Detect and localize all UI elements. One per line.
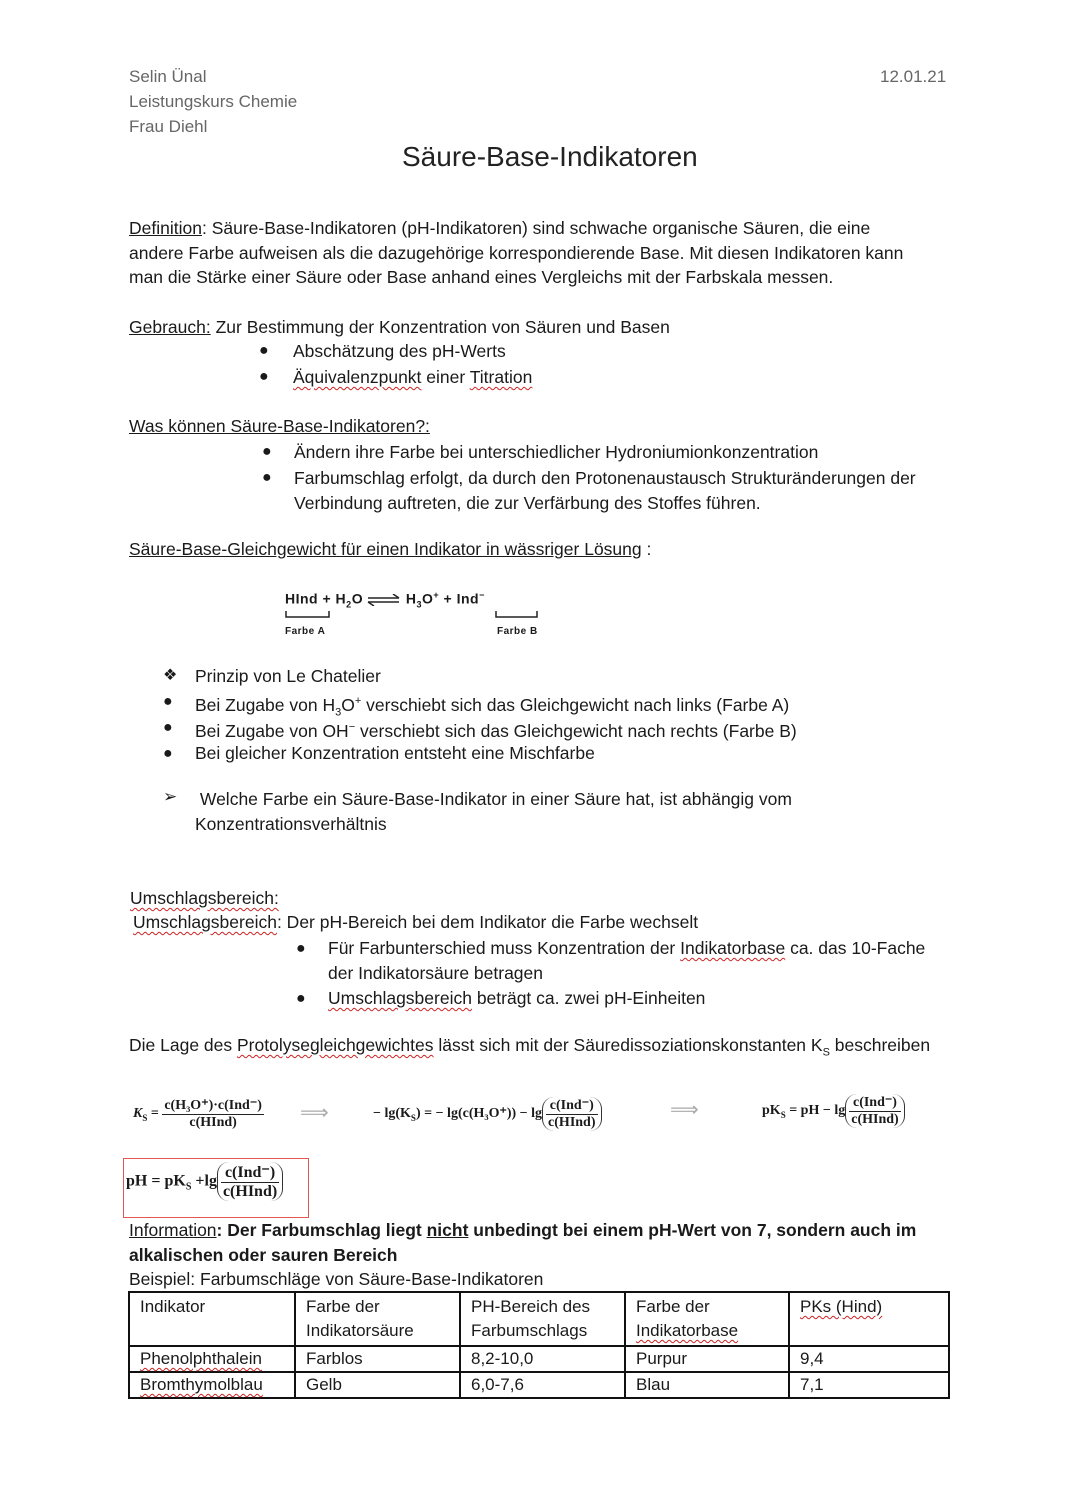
gebrauch-text: Zur Bestimmung der Konzentration von Säuren und Basen — [210, 317, 670, 337]
umschlag-item-1 — [328, 936, 925, 985]
pks-denominator: c(HInd) — [851, 1112, 899, 1127]
definition-line-1: : Säure-Base-Indikatoren (pH-Indikatoren) sind schwache organische Säuren, die eine — [201, 218, 871, 238]
eq-h3-sub: 3 — [416, 599, 422, 610]
bullet-icon: ● — [296, 990, 306, 1007]
eq-o: O — [351, 590, 364, 607]
pks-mid: = pH − lg — [785, 1103, 846, 1119]
umschlag-item-2 — [328, 986, 705, 1011]
farbe-brackets — [285, 609, 545, 621]
umschlag-text: : Der pH-Bereich bei dem Indikator die Farbe wechselt — [276, 912, 699, 932]
box-denominator: c(HInd) — [222, 1183, 278, 1200]
chatelier-item-3: Bei gleicher Konzentration entsteht eine Mischfarbe — [195, 743, 595, 763]
chatelier-heading: Prinzip von Le Chatelier — [195, 666, 381, 686]
row-2-indikator-text: Bromthymolblau — [140, 1375, 263, 1394]
box-fraction — [221, 1162, 279, 1201]
beispiel-line: Beispiel: Farbumschläge von Säure-Base-Indikatoren — [129, 1269, 544, 1289]
bullet-icon: ● — [163, 719, 173, 736]
box-pre: pH = pK — [126, 1172, 186, 1190]
header-farbe-saeure — [295, 1292, 460, 1346]
information-b3: alkalischen oder sauren Bereich — [129, 1244, 398, 1265]
header-farbe-base — [625, 1292, 789, 1346]
indicator-table — [128, 1291, 950, 1399]
diamond-bullet-icon: ❖ — [163, 667, 178, 684]
koennen-item-2-line-1: Farbumschlag erfolgt, da durch den Protonenaustausch Strukturänderungen der — [294, 468, 916, 488]
header-farbe-saeure-1: Farbe der — [306, 1297, 380, 1316]
bullet-icon: ● — [262, 443, 272, 460]
umschlag-heading: Umschlagsbereich: — [130, 888, 279, 908]
chatelier-item-1-a: Bei Zugabe von H — [195, 694, 336, 715]
chatelier-item-2 — [195, 715, 797, 743]
box-numerator: c(Ind⁻) — [221, 1162, 279, 1183]
header-ph-bereich-1: PH-Bereich des — [471, 1297, 591, 1316]
definition-line-2: andere Farbe aufweisen als die dazugehörige korrespondierende Base. Mit diesen Indikatoren kann — [129, 242, 904, 263]
koennen-item-2 — [294, 466, 916, 515]
umschlag-item-1-c: ca. das 10-Fache — [785, 938, 926, 958]
ks-symbol: K — [133, 1106, 143, 1122]
ks-formula — [133, 1097, 264, 1131]
bullet-icon: ● — [259, 368, 269, 385]
umschlag-item-2-b: beträgt ca. zwei pH-Einheiten — [471, 988, 706, 1008]
document-date: 12.01.21 — [880, 67, 947, 86]
lg-ks-sub: S — [410, 1113, 416, 1124]
ks-fraction — [162, 1097, 264, 1131]
eq-h2o-sub: 2 — [346, 599, 352, 610]
lg-formula — [373, 1097, 602, 1131]
eq-plus-charge: + — [433, 590, 440, 600]
farbe-b-label: Farbe B — [497, 626, 538, 637]
arrow-bullet-icon: ➢ — [163, 787, 178, 806]
gebrauch-item-2-mid: einer — [421, 367, 470, 387]
pks-numerator: c(Ind⁻) — [849, 1094, 900, 1112]
eq-ind: + Ind — [439, 590, 480, 607]
chatelier-item-1-o: O — [341, 694, 355, 715]
row-2-bereich: 6,0-7,6 — [460, 1372, 625, 1398]
bullet-icon: ● — [296, 940, 306, 957]
chatelier-item-2-c: verschiebt sich das Gleichgewicht nach rechts (Farbe B) — [355, 720, 797, 741]
box-paren — [217, 1162, 283, 1201]
header-farbe-base-2: Indikatorbase — [636, 1321, 739, 1340]
table-header-row — [129, 1292, 949, 1346]
row-2-base: Blau — [625, 1372, 789, 1398]
eq-o-plus: O — [421, 590, 434, 607]
lage-a: Die Lage des — [129, 1035, 237, 1055]
header-indikator: Indikator — [129, 1292, 295, 1346]
chatelier-item-1-e: verschiebt sich das Gleichgewicht nach links (Farbe A) — [361, 694, 790, 715]
equilibrium-equation — [285, 590, 485, 609]
row-1-saeure: Farblos — [295, 1346, 460, 1372]
protolyse-word: Protolysegleichgewichtes — [237, 1035, 434, 1055]
row-1-indikator — [129, 1346, 295, 1372]
chatelier-item-1-sub: 3 — [335, 706, 342, 719]
pks-pre: pK — [762, 1103, 781, 1119]
row-2-indikator — [129, 1372, 295, 1398]
lg-paren — [542, 1097, 601, 1131]
pks-formula — [762, 1094, 905, 1128]
lage-line — [129, 1033, 930, 1065]
umschlag-item-1-a: Für Farbunterschied muss Konzentration der — [328, 938, 681, 958]
author-name: Selin Ünal — [129, 67, 207, 86]
table-row — [129, 1372, 949, 1398]
ks-numerator: c(H₃O⁺)·c(Ind⁻) — [164, 1098, 262, 1113]
implies-arrow-icon: ⟹ — [300, 1102, 329, 1124]
gebrauch-item-2 — [293, 365, 532, 390]
information-b1: : Der Farbumschlag liegt — [216, 1220, 427, 1240]
umschlagsbereich-word: Umschlagsbereich — [328, 988, 472, 1008]
koennen-heading: Was können Säure-Base-Indikatoren?: — [129, 416, 430, 436]
farbe-a-bracket — [286, 611, 329, 617]
header-ph-bereich — [460, 1292, 625, 1346]
pks-fraction — [849, 1094, 900, 1128]
henderson-formula-box — [123, 1158, 309, 1218]
eq-h3o: H — [401, 590, 417, 607]
row-1-bereich: 8,2-10,0 — [460, 1346, 625, 1372]
lg-mid: ) = − lg(c(H₃O⁺)) − lg — [415, 1106, 543, 1122]
gebrauch-item-1: Abschätzung des pH-Werts — [293, 341, 506, 361]
implies-arrow-icon: ⟹ — [670, 1099, 699, 1121]
row-2-pks: 7,1 — [789, 1372, 949, 1398]
information-label: Information — [129, 1220, 217, 1240]
arrow-note — [195, 787, 792, 836]
definition-paragraph — [129, 216, 959, 290]
header-farbe-base-1: Farbe der — [636, 1297, 710, 1316]
lg-fraction — [546, 1097, 597, 1131]
bullet-icon: ● — [163, 693, 173, 710]
information-paragraph — [129, 1218, 959, 1267]
arrow-note-line-2: Konzentrationsverhältnis — [195, 813, 387, 834]
teacher-name: Frau Diehl — [129, 117, 208, 136]
course-name: Leistungskurs Chemie — [129, 92, 298, 111]
box-sub: S — [185, 1181, 192, 1193]
header-pks — [789, 1292, 949, 1346]
definition-line-3: man die Stärke einer Säure oder Base anhand eines Vergleichs mit der Farbskala messen. — [129, 267, 834, 287]
koennen-item-2-line-2: Verbindung auftreten, die zur Verfärbung des Stoffes führen. — [294, 492, 761, 513]
box-mid: +lg — [191, 1172, 217, 1190]
koennen-item-1: Ändern ihre Farbe bei unterschiedlicher Hydroniumionkonzentration — [294, 442, 819, 462]
gleichgewicht-heading: Säure-Base-Gleichgewicht für einen Indikator in wässriger Lösung — [129, 539, 642, 559]
pks-sub: S — [780, 1110, 786, 1121]
gebrauch-line — [129, 315, 670, 340]
lage-c: lässt sich mit der Säuredissoziationskonstanten K — [433, 1035, 823, 1055]
row-1-base: Purpur — [625, 1346, 789, 1372]
chatelier-item-1-sup: + — [354, 695, 362, 707]
farbe-a-label: Farbe A — [285, 626, 326, 637]
bullet-icon: ● — [262, 469, 272, 486]
header-ph-bereich-2: Farbumschlags — [471, 1321, 588, 1340]
information-nicht: nicht — [426, 1220, 469, 1240]
gleichgewicht-heading-line — [129, 537, 651, 562]
indikatorbase-word: Indikatorbase — [680, 938, 786, 958]
umschlag-item-1-line-2: der Indikatorsäure betragen — [328, 962, 543, 983]
aequivalenzpunkt-word: Äquivalenzpunkt — [293, 367, 422, 387]
ks-equals: = — [147, 1106, 159, 1122]
gebrauch-label: Gebrauch: — [129, 317, 211, 337]
row-1-pks: 9,4 — [789, 1346, 949, 1372]
arrow-note-line-1: Welche Farbe ein Säure-Base-Indikator in einer Säure hat, ist abhängig vom — [199, 789, 792, 809]
equilibrium-arrow-icon — [367, 594, 401, 606]
umschlag-definition — [133, 910, 698, 935]
eq-minus-charge: − — [479, 590, 485, 600]
page-title: Säure-Base-Indikatoren — [402, 141, 698, 172]
ks-sub: S — [142, 1113, 148, 1124]
gleichgewicht-colon: : — [641, 539, 652, 559]
lage-sub: S — [822, 1046, 830, 1059]
lg-denominator: c(HInd) — [548, 1115, 596, 1130]
definition-label: Definition — [129, 218, 202, 238]
umschlag-label: Umschlagsbereich — [133, 912, 277, 932]
header-pks-text: PKs (Hind) — [800, 1297, 883, 1316]
farbe-b-bracket — [496, 611, 537, 617]
chatelier-item-2-sup: − — [348, 721, 356, 733]
header-farbe-saeure-2: Indikatorsäure — [306, 1321, 414, 1340]
lage-e: beschreiben — [829, 1035, 931, 1055]
row-1-indikator-text: Phenolphthalein — [140, 1349, 262, 1368]
bullet-icon: ● — [163, 745, 173, 762]
lg-numerator: c(Ind⁻) — [546, 1097, 597, 1115]
information-b2: unbedingt bei einem pH-Wert von 7, sondern auch im — [468, 1220, 917, 1240]
bullet-icon: ● — [259, 342, 269, 359]
titration-word: Titration — [469, 367, 533, 387]
row-2-saeure: Gelb — [295, 1372, 460, 1398]
pks-paren — [845, 1094, 904, 1128]
lg-pre: − lg(K — [373, 1106, 411, 1122]
table-row — [129, 1346, 949, 1372]
ks-denominator: c(HInd) — [189, 1115, 237, 1130]
chatelier-item-2-a: Bei Zugabe von OH — [195, 720, 349, 741]
eq-left: HInd + H — [285, 590, 347, 607]
